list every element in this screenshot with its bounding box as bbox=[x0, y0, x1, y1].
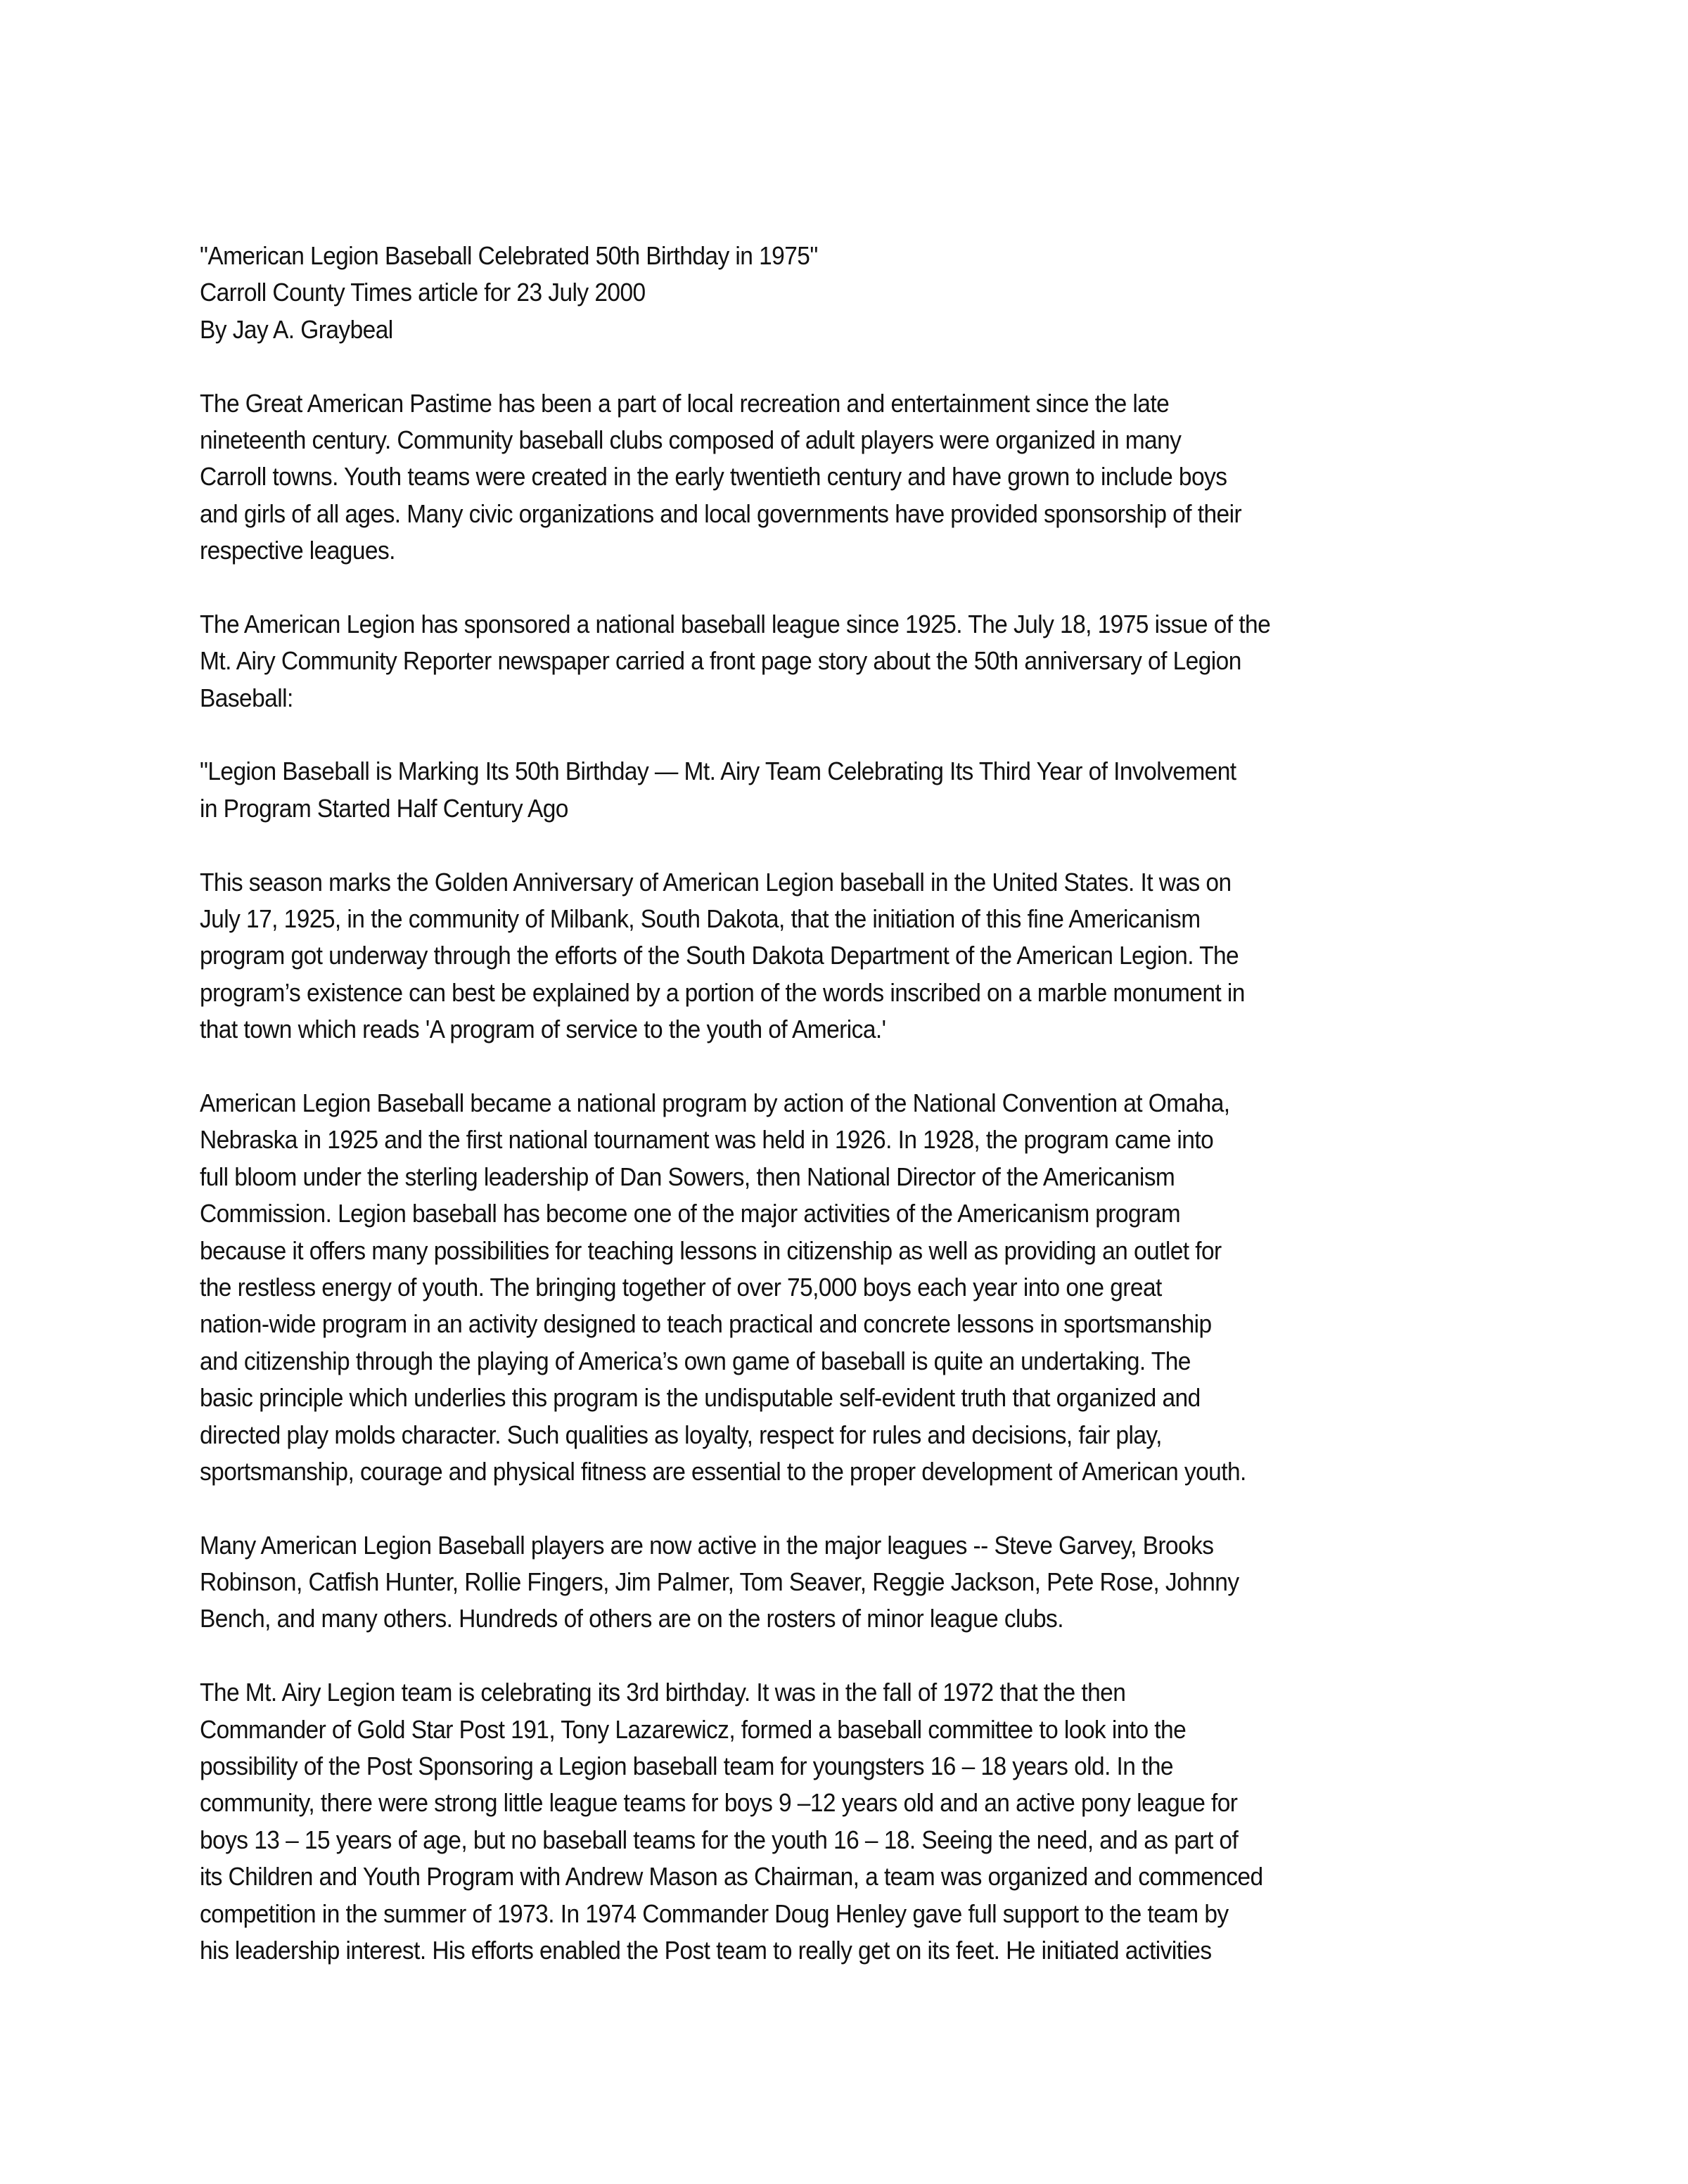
paragraph-line: full bloom under the sterling leadership of Dan Sowers, then National Director of the Americanism bbox=[200, 1162, 1175, 1191]
paragraph-line: program’s existence can best be explained by a portion of the words inscribed on a marble monument in bbox=[200, 977, 1245, 1007]
paragraph-line: community, there were strong little league teams for boys 9 –12 years old and an active pony league for bbox=[200, 1788, 1238, 1818]
paragraph-line: Baseball: bbox=[200, 683, 293, 712]
paragraph-line: because it offers many possibilities for teaching lessons in citizenship as well as providing an outlet for bbox=[200, 1235, 1222, 1265]
paragraph-line: that town which reads 'A program of service to the youth of America.' bbox=[200, 1015, 886, 1044]
paragraph-line: boys 13 – 15 years of age, but no baseball teams for the youth 16 – 18. Seeing the need, and as part of bbox=[200, 1825, 1239, 1854]
paragraph-line: in Program Started Half Century Ago bbox=[200, 793, 568, 823]
paragraph-line: competition in the summer of 1973. In 1974 Commander Doug Henley gave full support to the team by bbox=[200, 1899, 1229, 1928]
paragraph-line: Commission. Legion baseball has become one of the major activities of the Americanism program bbox=[200, 1199, 1181, 1228]
paragraph-line: American Legion Baseball became a national program by action of the National Convention at Omaha, bbox=[200, 1088, 1230, 1117]
article-source: Carroll County Times article for 23 July 2000 bbox=[200, 278, 646, 307]
paragraph-line: and citizenship through the playing of America’s own game of baseball is quite an undertaking. The bbox=[200, 1346, 1191, 1375]
paragraph-line: Commander of Gold Star Post 191, Tony Lazarewicz, formed a baseball committee to look into the bbox=[200, 1714, 1187, 1744]
paragraph-national-program bbox=[200, 1085, 1508, 1490]
paragraph-line: program got underway through the efforts of the South Dakota Department of the American Legion. The bbox=[200, 941, 1239, 970]
paragraph-line: nineteenth century. Community baseball clubs composed of adult players were organized in many bbox=[200, 425, 1182, 454]
paragraph-legion-league bbox=[200, 606, 1508, 717]
paragraph-intro bbox=[200, 385, 1508, 570]
article-title: "American Legion Baseball Celebrated 50th Birthday in 1975" bbox=[200, 241, 818, 270]
paragraph-line: directed play molds character. Such qualities as loyalty, respect for rules and decisions, fair play, bbox=[200, 1420, 1162, 1449]
document-page bbox=[200, 238, 1508, 2006]
paragraph-line: The Great American Pastime has been a part of local recreation and entertainment since the late bbox=[200, 388, 1170, 418]
paragraph-mt-airy-team bbox=[200, 1674, 1508, 1969]
paragraph-line: Mt. Airy Community Reporter newspaper carried a front page story about the 50th anniversary of Legion bbox=[200, 646, 1241, 676]
paragraph-line: respective leagues. bbox=[200, 536, 395, 565]
paragraph-golden-anniversary bbox=[200, 864, 1508, 1048]
paragraph-line: Bench, and many others. Hundreds of others are on the rosters of minor league clubs. bbox=[200, 1604, 1063, 1633]
paragraph-line: its Children and Youth Program with Andrew Mason as Chairman, a team was organized and commenced bbox=[200, 1862, 1263, 1891]
article-byline: By Jay A. Graybeal bbox=[200, 314, 393, 344]
paragraph-line: nation-wide program in an activity designed to teach practical and concrete lessons in sportsmanship bbox=[200, 1309, 1212, 1339]
paragraph-line: Robinson, Catfish Hunter, Rollie Fingers, Jim Palmer, Tom Seaver, Reggie Jackson, Pete Rose, Johnny bbox=[200, 1567, 1239, 1597]
paragraph-line: sportsmanship, courage and physical fitness are essential to the proper development of American youth. bbox=[200, 1456, 1246, 1486]
paragraph-line: basic principle which underlies this program is the undisputable self-evident truth that organized and bbox=[200, 1383, 1201, 1413]
paragraph-line: the restless energy of youth. The bringing together of over 75,000 boys each year into one great bbox=[200, 1272, 1162, 1302]
paragraph-major-leaguers bbox=[200, 1527, 1508, 1638]
paragraph-line: and girls of all ages. Many civic organizations and local governments have provided sponsorship of their bbox=[200, 499, 1242, 528]
paragraph-line: The Mt. Airy Legion team is celebrating its 3rd birthday. It was in the fall of 1972 that the then bbox=[200, 1678, 1126, 1707]
paragraph-line: Nebraska in 1925 and the first national tournament was held in 1926. In 1928, the program came into bbox=[200, 1125, 1214, 1155]
paragraph-line: Carroll towns. Youth teams were created in the early twentieth century and have grown to include boys bbox=[200, 462, 1227, 492]
paragraph-line: July 17, 1925, in the community of Milbank, South Dakota, that the initiation of this fine Americanism bbox=[200, 904, 1201, 934]
paragraph-line: his leadership interest. His efforts enabled the Post team to really get on its feet. He initiated activities bbox=[200, 1935, 1212, 1965]
paragraph-line: "Legion Baseball is Marking Its 50th Birthday — Mt. Airy Team Celebrating Its Third Year of Involvement bbox=[200, 757, 1236, 786]
paragraph-line: Many American Legion Baseball players are now active in the major leagues -- Steve Garvey, Brooks bbox=[200, 1530, 1214, 1560]
paragraph-line: This season marks the Golden Anniversary of American Legion baseball in the United States. It was on bbox=[200, 867, 1232, 897]
article-header bbox=[200, 238, 1508, 348]
paragraph-line: possibility of the Post Sponsoring a Legion baseball team for youngsters 16 – 18 years old. In the bbox=[200, 1752, 1173, 1781]
quoted-headline bbox=[200, 753, 1508, 827]
paragraph-line: The American Legion has sponsored a national baseball league since 1925. The July 18, 1975 issue of the bbox=[200, 609, 1271, 638]
